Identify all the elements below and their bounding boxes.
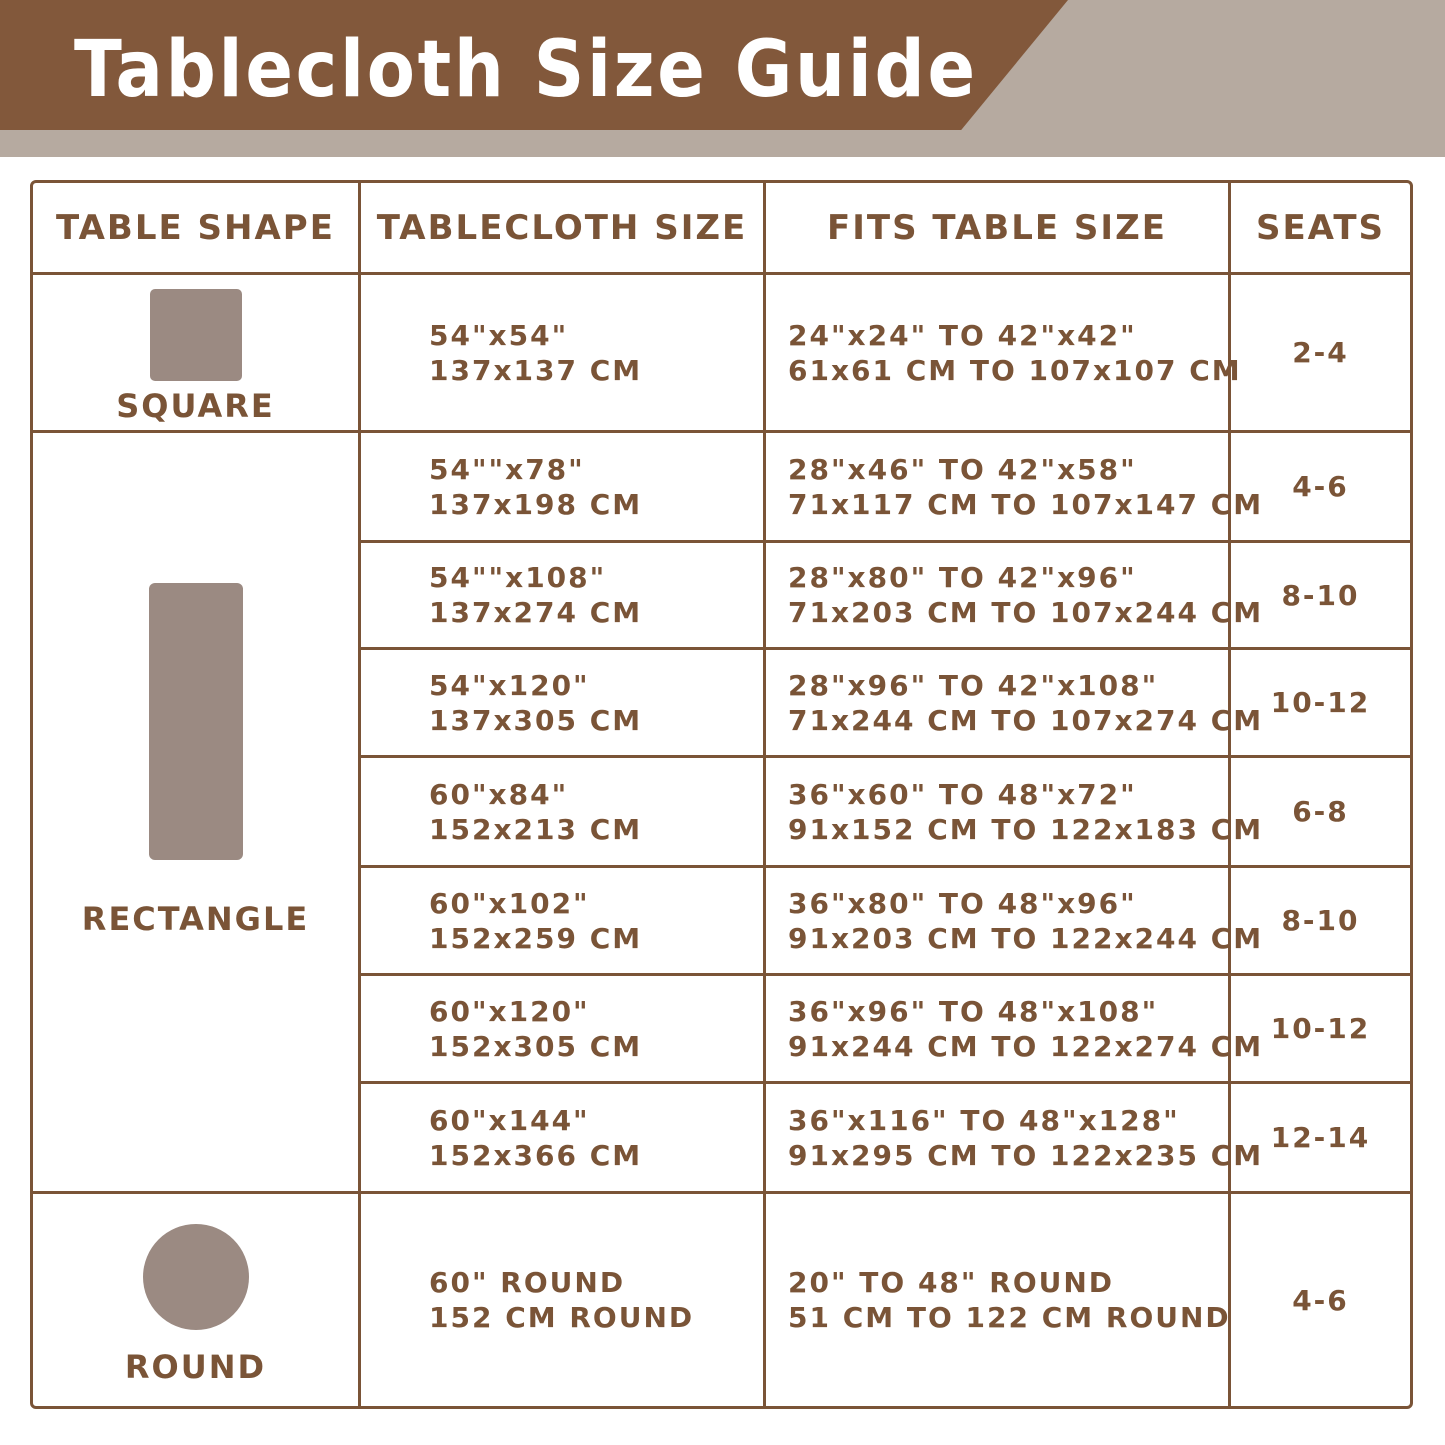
seats-cell: 4-6 <box>1231 433 1410 543</box>
tablecloth-size-cell <box>361 976 766 1084</box>
fits-cm: 91x203 CM TO 122x244 CM <box>788 921 1264 955</box>
seats-cell: 4-6 <box>1292 1283 1349 1317</box>
fits-cm: 71x244 CM TO 107x274 CM <box>788 703 1264 737</box>
size-cm: 152x213 CM <box>429 812 643 846</box>
fits-inches: 28"x46" TO 42"x58" <box>788 452 1137 486</box>
seats-cell: 10-12 <box>1231 650 1410 758</box>
fits-cm: 91x295 CM TO 122x235 CM <box>788 1138 1264 1172</box>
size-inches: 60"x84" <box>429 777 569 811</box>
shape-cell-round <box>33 1194 361 1406</box>
size-inches: 54""x108" <box>429 561 607 594</box>
fits-table-size-cell <box>766 1194 1231 1406</box>
fits-cm: 51 CM TO 122 CM ROUND <box>788 1301 1231 1334</box>
fits-inches: 36"x96" TO 48"x108" <box>788 994 1159 1028</box>
rectangle-table-icon <box>149 583 243 860</box>
seats-cell: 2-4 <box>1231 275 1410 433</box>
round-table-icon <box>143 1224 249 1330</box>
shape-cell-square <box>33 275 361 433</box>
tablecloth-size-cell <box>361 275 766 433</box>
shape-label-rectangle: RECTANGLE <box>81 900 310 938</box>
header-seats: SEATS <box>1231 183 1410 275</box>
fits-cm: 71x203 CM TO 107x244 CM <box>788 596 1264 629</box>
tablecloth-size-cell <box>361 758 766 868</box>
size-cm: 152x366 CM <box>429 1138 643 1172</box>
size-cm: 137x198 CM <box>429 487 643 521</box>
fits-cm: 61x61 CM TO 107x107 CM <box>788 353 1242 387</box>
size-inches: 54""x78" <box>429 452 585 486</box>
fits-inches: 24"x24" TO 42"x42" <box>788 318 1137 352</box>
tablecloth-size-cell <box>361 1084 766 1194</box>
size-cm: 137x274 CM <box>429 596 643 629</box>
fits-cm: 71x117 CM TO 107x147 CM <box>788 487 1264 521</box>
fits-table-size-cell <box>766 1084 1264 1194</box>
tablecloth-size-cell <box>361 868 766 976</box>
fits-inches: 20" TO 48" ROUND <box>788 1266 1115 1299</box>
size-inches: 54"x120" <box>429 668 590 702</box>
size-cm: 137x305 CM <box>429 703 643 737</box>
seats-cell: 8-10 <box>1231 868 1410 976</box>
shape-label-round: ROUND <box>124 1348 267 1386</box>
tablecloth-size-cell <box>361 650 766 758</box>
page-title: Tablecloth Size Guide <box>74 25 978 115</box>
size-cm: 152x259 CM <box>429 921 643 955</box>
fits-table-size-cell <box>766 433 1264 543</box>
shape-cell-rectangle <box>33 433 361 1194</box>
header-tablecloth-size: TABLECLOTH SIZE <box>361 183 766 275</box>
size-cm: 137x137 CM <box>429 353 643 387</box>
size-cm: 152x305 CM <box>429 1029 643 1063</box>
fits-table-size-cell <box>766 868 1264 976</box>
fits-inches: 36"x60" TO 48"x72" <box>788 777 1137 811</box>
fits-inches: 36"x80" TO 48"x96" <box>788 886 1137 920</box>
size-guide-table <box>30 180 1413 1409</box>
fits-inches: 28"x80" TO 42"x96" <box>788 561 1137 594</box>
fits-cm: 91x152 CM TO 122x183 CM <box>788 812 1264 846</box>
tablecloth-size-cell <box>361 1194 766 1406</box>
fits-table-size-cell <box>766 543 1264 650</box>
seats-cell: 6-8 <box>1231 758 1410 868</box>
seats-cell: 8-10 <box>1231 543 1410 650</box>
header-fits-table-size: FITS TABLE SIZE <box>766 183 1231 275</box>
fits-inches: 28"x96" TO 42"x108" <box>788 668 1159 702</box>
size-inches: 60"x144" <box>429 1103 590 1137</box>
fits-inches: 36"x116" TO 48"x128" <box>788 1103 1180 1137</box>
tablecloth-size-cell <box>361 543 766 650</box>
fits-table-size-cell <box>766 275 1242 433</box>
square-table-icon <box>150 289 242 381</box>
fits-table-size-cell <box>766 758 1264 868</box>
size-inches: 60" ROUND <box>429 1266 626 1299</box>
fits-cm: 91x244 CM TO 122x274 CM <box>788 1029 1264 1063</box>
fits-table-size-cell <box>766 650 1264 758</box>
size-inches: 60"x102" <box>429 886 590 920</box>
tablecloth-size-cell <box>361 433 766 543</box>
size-cm: 152 CM ROUND <box>429 1301 695 1334</box>
size-inches: 54"x54" <box>429 318 569 352</box>
seats-cell: 10-12 <box>1231 976 1410 1084</box>
fits-table-size-cell <box>766 976 1264 1084</box>
shape-label-square: SQUARE <box>116 387 275 425</box>
header-table-shape: TABLE SHAPE <box>33 183 361 275</box>
size-inches: 60"x120" <box>429 994 590 1028</box>
seats-cell: 12-14 <box>1231 1084 1410 1194</box>
